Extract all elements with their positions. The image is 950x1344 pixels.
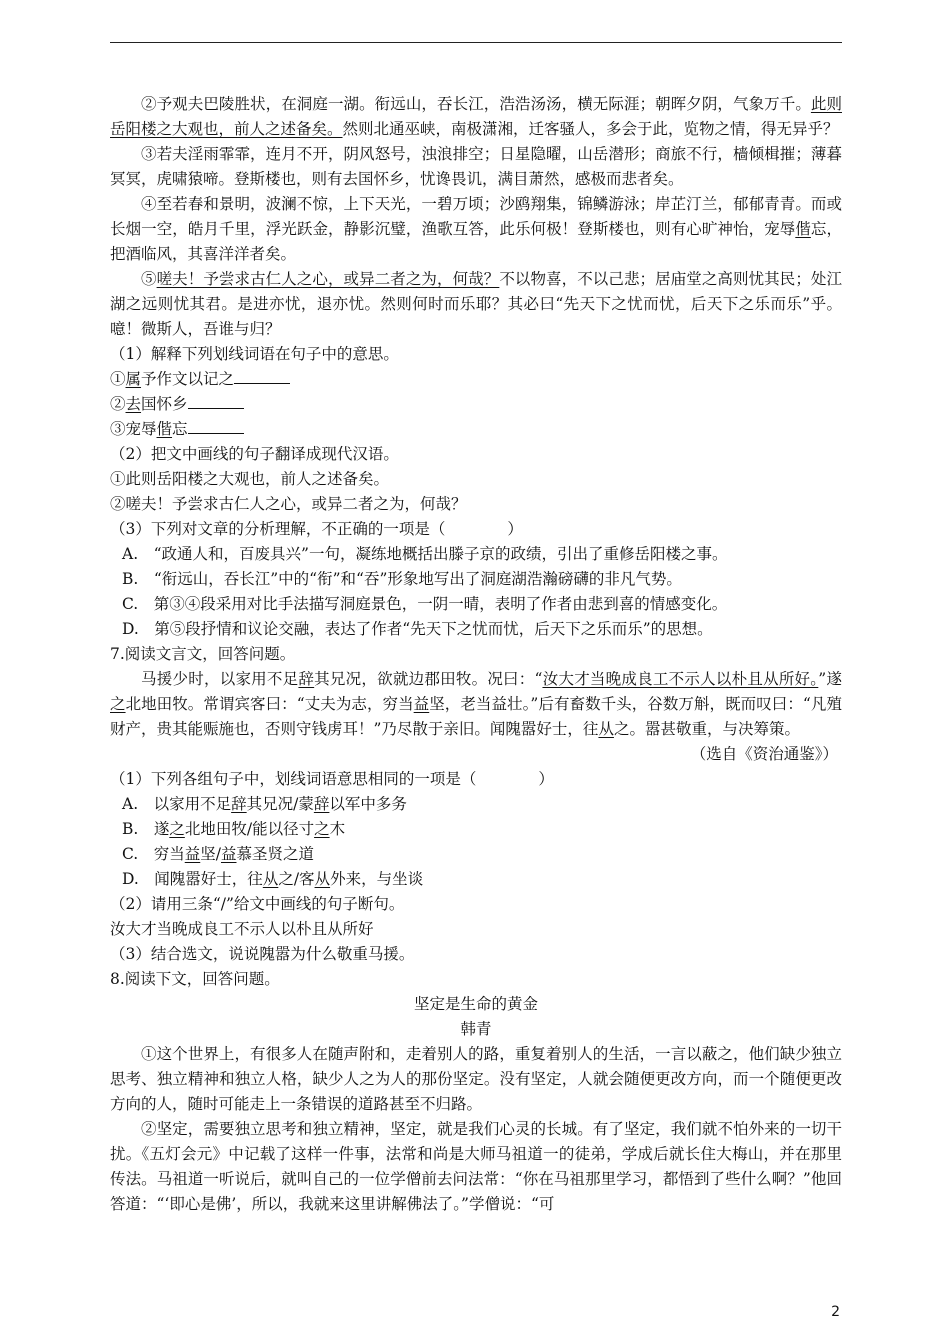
q7-option-a: A. 以家用不足辞其兄况/蒙辞以军中多务 xyxy=(122,795,407,813)
article-paragraph-1: ①这个世界上，有很多人在随声附和，走着别人的路，重复着别人的生活，一言以蔽之，他们缺少独立思考、独立精神和独立人格，缺少人之为人的那份坚定。没有坚定，人就会随便更改方向，而一个随便更改方向的人，随时可能走上一条错误的道路甚至不归路。 xyxy=(110,1045,842,1113)
paragraph-2: ②予观夫巴陵胜状，在洞庭一湖。衔远山，吞长江，浩浩汤汤，横无际涯；朝晖夕阴，气象万千。此则岳阳楼之大观也，前人之述备矣。然则北通巫峡，南极潇湘，迁客骚人，多会于此，览物之情，得无异乎？ xyxy=(110,95,842,138)
q6-sub2: （2）把文中画线的句子翻译成现代汉语。 xyxy=(110,445,399,463)
paragraph-4: ④至若春和景明，波澜不惊，上下天光，一碧万顷；沙鸥翔集，锦鳞游泳；岸芷汀兰，郁郁青青。而或长烟一空，皓月千里，浮光跃金，静影沉璧，渔歌互答，此乐何极！登斯楼也，则有心旷神怡，宠辱偕忘，把酒临风，其喜洋洋者矣。 xyxy=(110,195,842,263)
q7-sub1: （1）下列各组句子中，划线词语意思相同的一项是（ ） xyxy=(110,770,554,788)
q6-item-3: ③宠辱偕忘 xyxy=(110,417,842,442)
q7-source: （选自《资治通鉴》） xyxy=(690,745,838,763)
q6-item-1: ①属予作文以记之 xyxy=(110,367,842,392)
q6-option-d: D. 第⑤段抒情和议论交融，表达了作者“先天下之忧而忧，后天下之乐而乐”的思想。 xyxy=(122,620,713,638)
q6-sub3: （3）下列对文章的分析理解，不正确的一项是（ ） xyxy=(110,520,523,538)
q7-title: 7.阅读文言文，回答问题。 xyxy=(110,645,296,663)
q7-sub2-text: 汝大才当晚成良工不示人以朴且从所好 xyxy=(110,920,374,938)
q6-item-2: ②去国怀乡 xyxy=(110,392,842,417)
q7-sub3: （3）结合选文，说说隗嚣为什么敬重马援。 xyxy=(110,945,415,963)
q6-option-c: C. 第③④段采用对比手法描写洞庭景色，一阴一晴，表明了作者由悲到喜的情感变化。 xyxy=(122,595,728,613)
underlined-sentence: 此则岳阳楼之大观也，前人之述备矣。 xyxy=(110,95,842,138)
q6-translate-1: ①此则岳阳楼之大观也，前人之述备矣。 xyxy=(110,470,390,488)
document-body xyxy=(110,92,842,1217)
q6-option-a: A. “政通人和，百废具兴”一句，凝练地概括出滕子京的政绩，引出了重修岳阳楼之事。 xyxy=(122,545,728,563)
q7-sub2: （2）请用三条“/”给文中画线的句子断句。 xyxy=(110,895,405,913)
answer-blank[interactable] xyxy=(188,394,244,409)
answer-blank[interactable] xyxy=(234,369,290,384)
q6-option-b: B. “衔远山，吞长江”中的“衔”和“吞”形象地写出了洞庭湖浩瀚磅礴的非凡气势。 xyxy=(122,570,682,588)
q7-option-b: B. 遂之北地田牧/能以径寸之木 xyxy=(122,820,346,838)
article-author: 韩青 xyxy=(460,1020,492,1038)
article-title: 坚定是生命的黄金 xyxy=(413,995,538,1013)
q7-option-c: C. 穷当益坚/益慕圣贤之道 xyxy=(122,845,315,863)
underlined-sentence: 汝大才当晚成良工不示人以朴且从所好。 xyxy=(542,670,819,688)
article-paragraph-2: ②坚定，需要独立思考和独立精神，坚定，就是我们心灵的长城。有了坚定，我们就不怕外来的一切干扰。《五灯会元》中记载了这样一件事，法常和尚是大师马祖道一的徒弟，学成后就长住大梅山，并在那里传法。马祖道一听说后，就叫自己的一位学僧前去问法常：“你在马祖那里学习，都悟到了些什么啊？”他回答道：“‘即心是佛’，所以，我就来这里讲解佛法了。”学僧说：“可 xyxy=(110,1120,842,1213)
q6-sub1: （1）解释下列划线词语在句子中的意思。 xyxy=(110,345,399,363)
page-number: 2 xyxy=(831,1304,840,1320)
q8-title: 8.阅读下文，回答问题。 xyxy=(110,970,280,988)
answer-blank[interactable] xyxy=(188,419,244,434)
q6-translate-2: ②嗟夫！予尝求古仁人之心，或异二者之为，何哉？ xyxy=(110,495,467,513)
q7-option-d: D. 闻隗嚣好士，往从之/客从外来，与坐谈 xyxy=(122,870,424,888)
header-rule xyxy=(110,42,842,43)
underlined-sentence: 嗟夫！予尝求古仁人之心，或异二者之为，何哉？ xyxy=(156,270,500,288)
underlined-word: 偕 xyxy=(795,220,811,238)
q7-passage: 马援少时，以家用不足辞其兄况，欲就边郡田牧。况曰：“汝大才当晚成良工不示人以朴且从所好。”遂之北地田牧。常谓宾客曰：“丈夫为志，穷当益坚，老当益壮。”后有畜数千头，谷数万斛，既而叹曰：“凡殖财产，贵其能赈施也，否则守钱虏耳！”乃尽散于亲旧。闻隗嚣好士，往从之。嚣甚敬重，与决筹策。 xyxy=(110,670,842,738)
paragraph-5: ⑤嗟夫！予尝求古仁人之心，或异二者之为，何哉？不以物喜，不以己悲；居庙堂之高则忧其民；处江湖之远则忧其君。是进亦忧，退亦忧。然则何时而乐耶？其必曰“先天下之忧而忧，后天下之乐而乐”乎。噫！微斯人，吾谁与归？ xyxy=(110,270,842,338)
paragraph-3: ③若夫淫雨霏霏，连月不开，阴风怒号，浊浪排空；日星隐曜，山岳潜形；商旅不行，樯倾楫摧；薄暮冥冥，虎啸猿啼。登斯楼也，则有去国怀乡，忧谗畏讥，满目萧然，感极而悲者矣。 xyxy=(110,145,842,188)
